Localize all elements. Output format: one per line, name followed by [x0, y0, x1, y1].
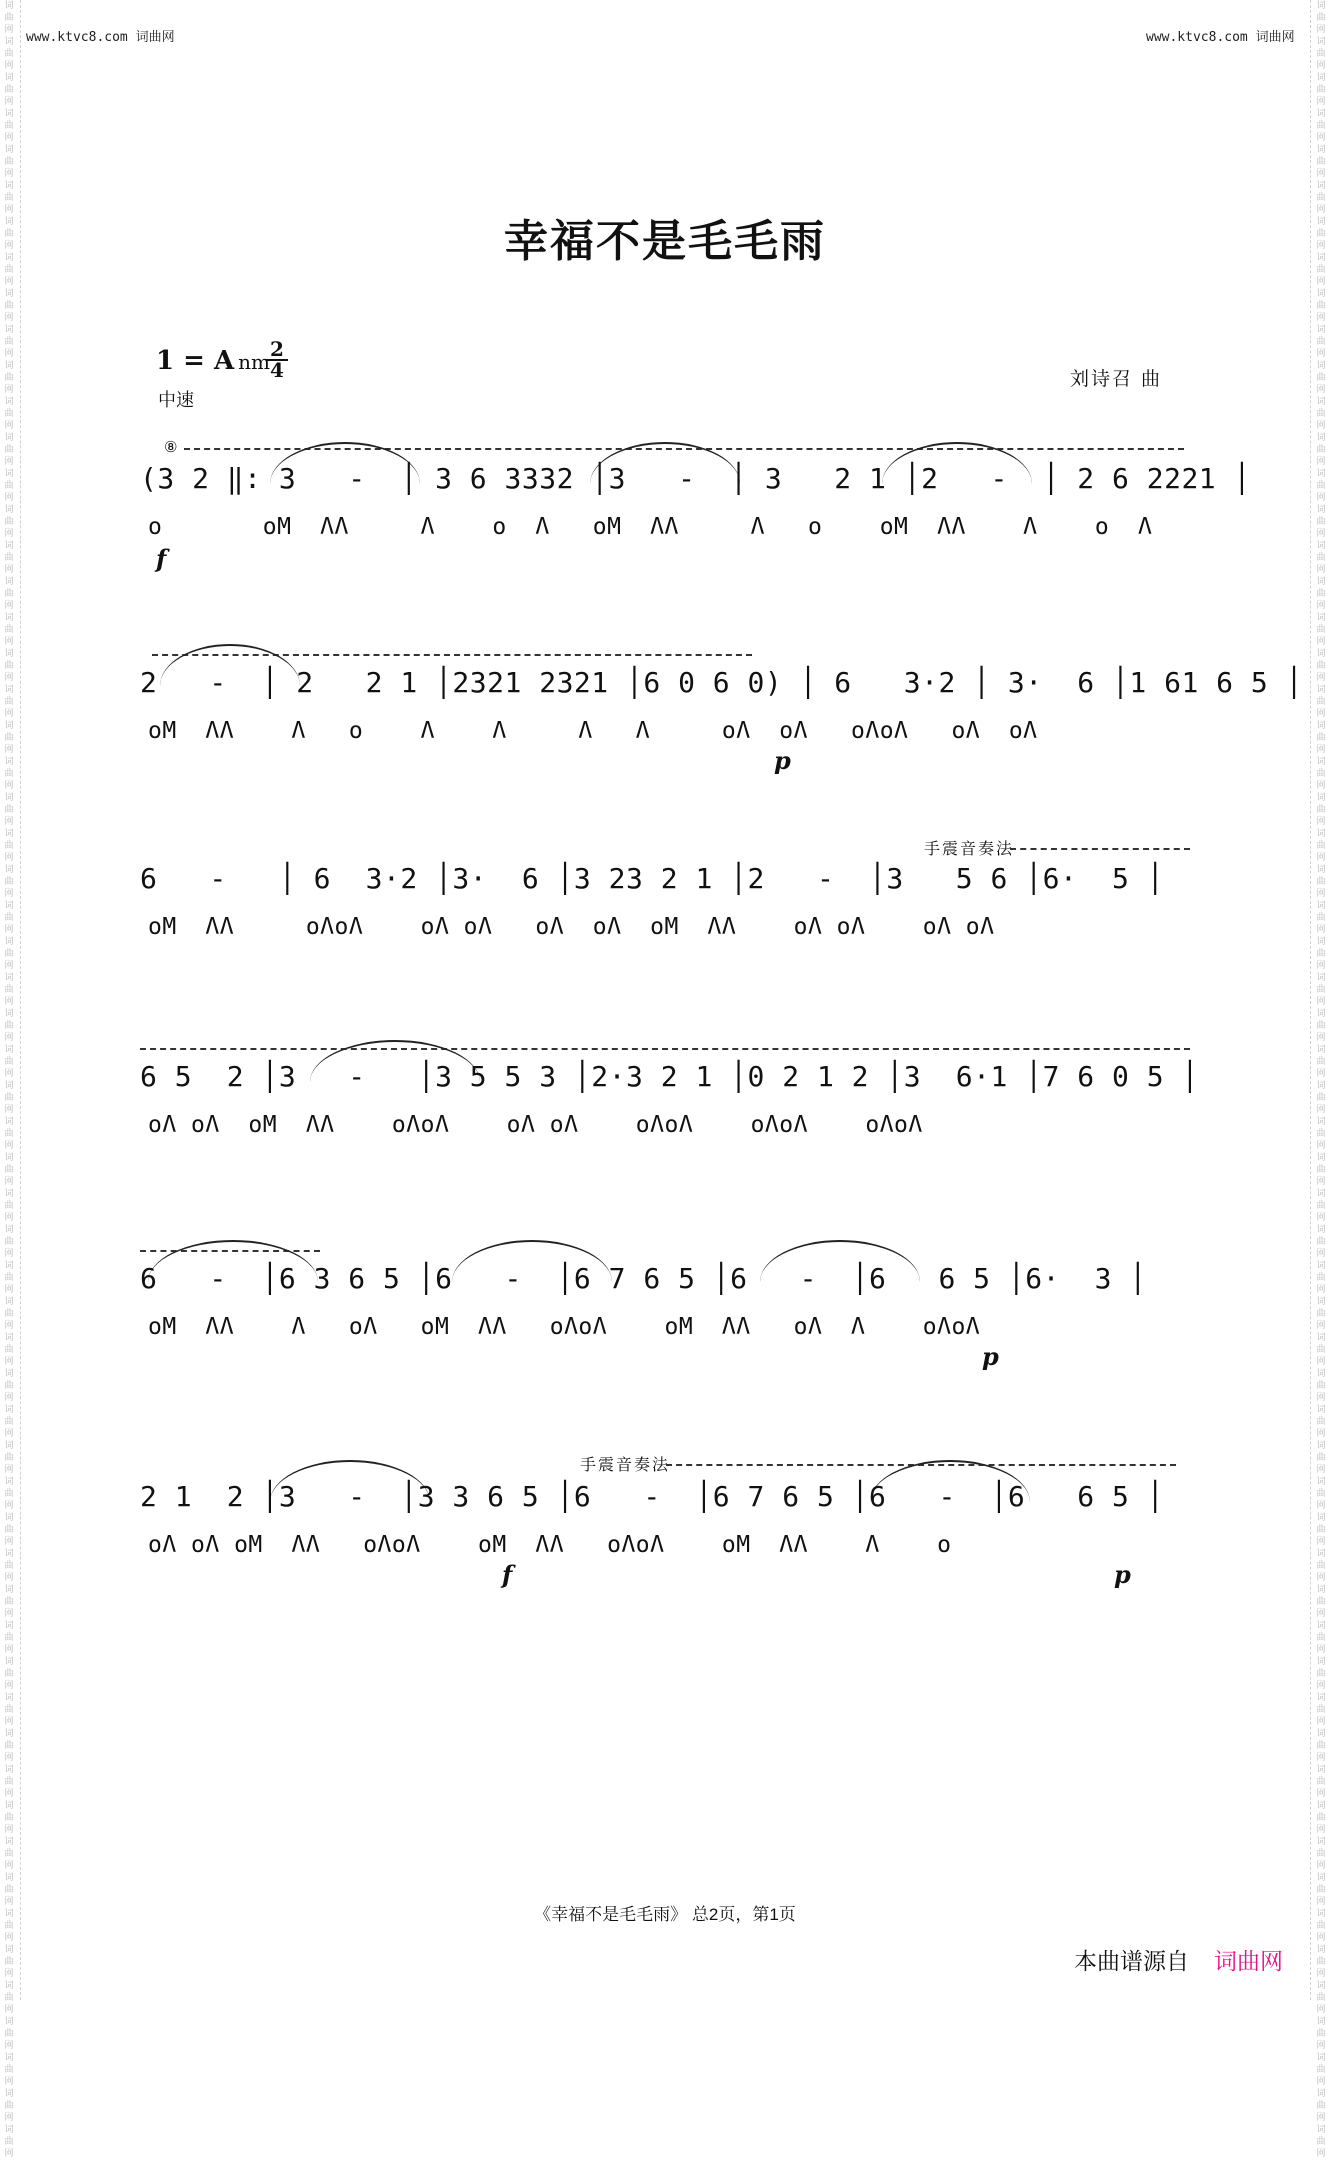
time-signature	[264, 337, 290, 382]
tempo-marking: 中速	[158, 390, 194, 411]
dynamic-mark: p	[774, 746, 791, 775]
key-text: 1 = A	[156, 346, 235, 376]
note-line: 2 - │ 2 2 1 │2321 2321 │6 0 6 0) │ 6 3·2 │ 3· 6 │1 61 6 5 │	[140, 666, 1303, 699]
tremolo-marking: 手震音奏法	[924, 836, 1018, 859]
dynamic-mark: p	[1114, 1560, 1131, 1589]
dynamic-mark: f	[502, 1560, 513, 1589]
left-margin-line	[20, 0, 21, 2000]
tremolo-line	[1010, 848, 1190, 850]
watermark-strip-right: 词曲网词曲网词曲网词曲网词曲网词曲网词曲网词曲网词曲网词曲网词曲网词曲网词曲网词曲网词曲网词曲网词曲网词曲网词曲网词曲网词曲网词曲网词曲网词曲网词曲网词曲网词曲网词曲网词曲网词曲网词曲网词曲网词曲网词曲网词曲网词曲网词曲网词曲网词曲网词曲网词曲网词曲网词曲网词曲网词曲网词曲网词曲网词曲网词曲网词曲网词曲网词曲网词曲网词曲网词曲网词曲网词曲网词曲网词曲网词曲网	[1316, 1, 1326, 2159]
ottava-mark: ⑧	[164, 438, 178, 456]
stroke-line: oM ΛΛ Λ oΛ oM ΛΛ oΛoΛ oM ΛΛ oΛ Λ oΛoΛ	[148, 1314, 981, 1340]
stroke-line: o oM ΛΛ Λ o Λ oM ΛΛ Λ o oM ΛΛ Λ o Λ	[148, 514, 1153, 540]
dynamic-mark: p	[982, 1342, 999, 1371]
stroke-line: oM ΛΛ oΛoΛ oΛ oΛ oΛ oΛ oM ΛΛ oΛ oΛ oΛ oΛ	[148, 914, 995, 940]
time-top: 2	[270, 337, 284, 361]
source-brand-link[interactable]: 词曲网	[1214, 1949, 1283, 1975]
stroke-line: oΛ oΛ oM ΛΛ oΛoΛ oM ΛΛ oΛoΛ oM ΛΛ Λ o	[148, 1532, 952, 1558]
score-title: 幸福不是毛毛雨	[504, 216, 826, 267]
note-line: (3 2 ‖: 3 - │ 3 6 3332 │3 - │ 3 2 1 │2 - │ 2 6 2221 │	[140, 462, 1251, 495]
time-bottom: 4	[270, 358, 284, 382]
page-footer: 《幸福不是毛毛雨》 总2页，第1页	[534, 1905, 796, 1924]
note-line: 2 1 2 │3 - │3 3 6 5 │6 - │6 7 6 5 │6 - │6 6 5 │	[140, 1480, 1165, 1513]
composer: 刘诗召 曲	[1070, 368, 1163, 390]
tremolo-marking: 手震音奏法	[580, 1452, 674, 1475]
note-line: 6 5 2 │3 - │3 5 5 3 │2·3 2 1 │0 2 1 2 │3 6·1 │7 6 0 5 │	[140, 1060, 1199, 1093]
watermark-top-left: www.ktvc8.com 词曲网	[26, 30, 175, 45]
dynamic-mark: f	[156, 544, 167, 573]
source-label: 本曲谱源自	[1074, 1949, 1189, 1975]
right-margin-line	[1310, 0, 1311, 2000]
tremolo-line-continued	[140, 1048, 1190, 1050]
note-line: 6 - │ 6 3·2 │3· 6 │3 23 2 1 │2 - │3 5 6 │6· 5 │	[140, 862, 1165, 895]
watermark-top-right: www.ktvc8.com 词曲网	[1146, 30, 1295, 45]
stroke-line: oM ΛΛ Λ o Λ Λ Λ Λ oΛ oΛ oΛoΛ oΛ oΛ	[148, 718, 1038, 744]
note-line: 6 - │6 3 6 5 │6 - │6 7 6 5 │6 - │6 6 5 │6· 3 │	[140, 1262, 1147, 1295]
watermark-strip-left: 词曲网词曲网词曲网词曲网词曲网词曲网词曲网词曲网词曲网词曲网词曲网词曲网词曲网词曲网词曲网词曲网词曲网词曲网词曲网词曲网词曲网词曲网词曲网词曲网词曲网词曲网词曲网词曲网词曲网词曲网词曲网词曲网词曲网词曲网词曲网词曲网词曲网词曲网词曲网词曲网词曲网词曲网词曲网词曲网词曲网词曲网词曲网词曲网词曲网词曲网词曲网词曲网词曲网词曲网词曲网词曲网词曲网词曲网词曲网词曲网	[4, 1, 14, 2159]
stroke-line: oΛ oΛ oM ΛΛ oΛoΛ oΛ oΛ oΛoΛ oΛoΛ oΛoΛ	[148, 1112, 923, 1138]
key-signature	[156, 346, 270, 376]
key-mode: nm	[238, 350, 271, 374]
